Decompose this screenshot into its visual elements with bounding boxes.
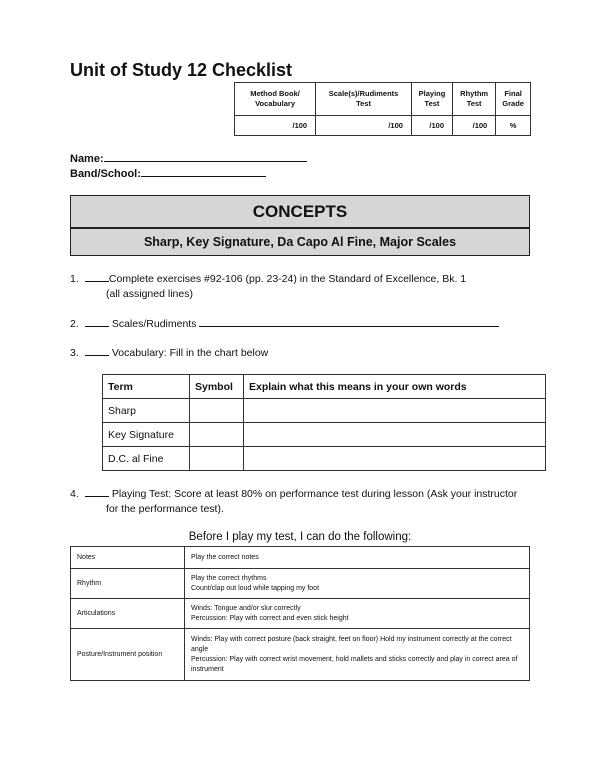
checklist-row	[71, 547, 530, 569]
grade-header-rhythm	[453, 83, 496, 116]
grade-value-rhythm[interactable]: /100	[453, 116, 496, 136]
name-field[interactable]	[104, 151, 307, 162]
checklist-desc-line: Count/clap out loud while tapping my foot	[191, 584, 320, 592]
checklist-label: Articulations	[71, 599, 185, 629]
item-2-line[interactable]	[199, 316, 499, 327]
band-row	[70, 166, 266, 180]
grade-header-final-label: Final Grade	[502, 89, 524, 108]
vocab-symbol-cell[interactable]	[190, 423, 244, 447]
checklist-row	[71, 629, 530, 681]
grade-value-final[interactable]: %	[496, 116, 531, 136]
before-test-heading: Before I play my test, I can do the following:	[188, 531, 412, 543]
checklist-desc-line: Play the correct rhythms	[191, 574, 267, 582]
item-2-text: Scales/Rudiments	[111, 318, 197, 330]
concepts-subheading: Sharp, Key Signature, Da Capo Al Fine, Major Scales	[70, 228, 530, 256]
vocab-header-explain: Explain what this means in your own words	[244, 375, 546, 399]
item-4-number: 4.	[70, 488, 79, 500]
item-1-text-cont: (all assigned lines)	[106, 288, 193, 300]
item-4-blank[interactable]	[85, 486, 109, 497]
checklist-desc	[185, 547, 530, 569]
grade-table	[234, 82, 531, 136]
checklist-desc-line: Percussion: Play with correct and even stick height	[191, 614, 349, 622]
grade-header-playing	[411, 83, 452, 116]
checklist-desc-line: Winds: Tongue and/or slur correctly	[191, 604, 301, 612]
item-2	[70, 316, 499, 332]
band-label: Band/School:	[70, 168, 141, 180]
vocab-row	[103, 399, 546, 423]
name-row	[70, 151, 307, 165]
checklist-desc	[185, 599, 530, 629]
checklist-desc	[185, 629, 530, 681]
vocab-header-term: Term	[103, 375, 190, 399]
band-field[interactable]	[141, 166, 266, 177]
vocab-row	[103, 447, 546, 471]
checklist-row	[71, 599, 530, 629]
vocab-term: Sharp	[103, 399, 190, 423]
vocab-explain-cell[interactable]	[244, 423, 546, 447]
item-3-text: Vocabulary: Fill in the chart below	[111, 347, 269, 359]
checklist-label: Notes	[71, 547, 185, 569]
item-1-blank[interactable]	[85, 271, 109, 282]
name-label: Name:	[70, 153, 104, 165]
vocab-term: Key Signature	[103, 423, 190, 447]
skills-checklist-table	[70, 546, 530, 681]
page-title: Unit of Study 12 Checklist	[70, 60, 293, 80]
item-3	[70, 345, 268, 361]
checklist-desc	[185, 569, 530, 599]
grade-header-playing-label: Playing Test	[418, 89, 446, 108]
item-1-text: Complete exercises #92-106 (pp. 23-24) in the Standard of Excellence, Bk. 1	[108, 273, 467, 285]
vocab-row	[103, 423, 546, 447]
vocab-header-symbol: Symbol	[190, 375, 244, 399]
grade-value-playing[interactable]: /100	[411, 116, 452, 136]
vocab-term: D.C. al Fine	[103, 447, 190, 471]
vocab-symbol-cell[interactable]	[190, 399, 244, 423]
grade-value-method[interactable]: /100	[235, 116, 316, 136]
item-1	[70, 271, 466, 302]
checklist-desc-line: Winds: Play with correct posture (back straight, feet on floor) Hold my instrument correctly at the correct angle	[191, 635, 512, 653]
item-4-text-cont: for the performance test).	[106, 503, 224, 515]
checklist-row	[71, 569, 530, 599]
grade-header-method-label: Method Book/ Vocabulary	[250, 89, 300, 108]
item-3-number: 3.	[70, 347, 79, 359]
grade-header-scales-label: Scale(s)/Rudiments Test	[328, 89, 399, 108]
vocab-symbol-cell[interactable]	[190, 447, 244, 471]
grade-header-rhythm-label: Rhythm Test	[460, 89, 489, 108]
vocab-explain-cell[interactable]	[244, 399, 546, 423]
grade-header-scales	[316, 83, 412, 116]
vocab-explain-cell[interactable]	[244, 447, 546, 471]
vocab-table	[102, 374, 546, 471]
item-2-number: 2.	[70, 318, 79, 330]
item-3-blank[interactable]	[85, 345, 109, 356]
item-4	[70, 486, 517, 517]
item-2-blank[interactable]	[85, 316, 109, 327]
grade-header-final	[496, 83, 531, 116]
concepts-heading: CONCEPTS	[70, 195, 530, 228]
checklist-desc-line: Play the correct notes	[191, 553, 259, 561]
checklist-desc-line: Percussion: Play with correct wrist movement, hold mallets and sticks correctly and play in correct area of instrument	[191, 655, 518, 673]
grade-value-scales[interactable]: /100	[316, 116, 412, 136]
item-4-text: Playing Test: Score at least 80% on performance test during lesson (Ask your instructor	[111, 488, 518, 500]
grade-header-method	[235, 83, 316, 116]
checklist-label: Posture/Instrument position	[71, 629, 185, 681]
checklist-label: Rhythm	[71, 569, 185, 599]
item-1-number: 1.	[70, 273, 79, 285]
